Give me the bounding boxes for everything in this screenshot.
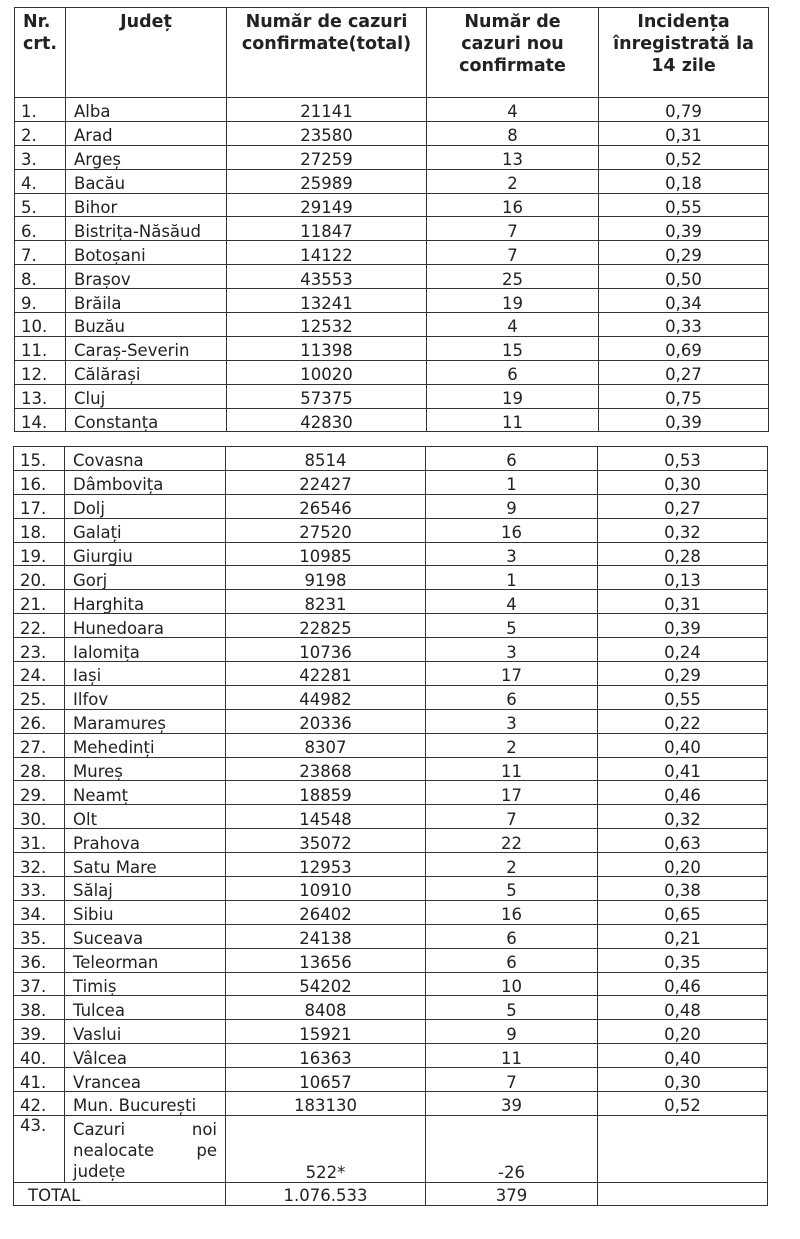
cell-total: 25989: [227, 169, 427, 193]
covid-table-part-1: [14, 7, 769, 432]
cell-nr: 26.: [14, 709, 65, 733]
cell-judet: Mun. București: [65, 1092, 226, 1116]
cell-nr: 19.: [14, 542, 65, 566]
cell-new: 13: [427, 145, 599, 169]
table-row: [15, 241, 769, 265]
cell-incidence: 0,65: [598, 900, 768, 924]
header-nr-line: Nr.: [23, 12, 51, 32]
cell-total: 10985: [226, 542, 426, 566]
table-row: [14, 948, 768, 972]
cell-new: 7: [427, 241, 599, 265]
judet-line: Cazuri noi: [73, 1119, 217, 1139]
cell-new: 7: [426, 805, 598, 829]
header-incidence-14-days: [599, 8, 769, 98]
cell-nr: 37.: [14, 972, 65, 996]
table-row: [15, 384, 769, 408]
table-row: [15, 98, 769, 122]
header-incidence-line: înregistrată la: [613, 34, 754, 54]
judet-line: județe: [73, 1161, 126, 1181]
header-new-confirmed: [427, 8, 599, 98]
table-row: [15, 313, 769, 337]
header-nr-line: crt.: [23, 34, 58, 54]
cell-incidence: 0,55: [598, 685, 768, 709]
cell-total: 9198: [226, 566, 426, 590]
cell-nr: 11.: [15, 336, 66, 360]
cell-judet: Bihor: [66, 193, 227, 217]
cell-incidence: 0,33: [599, 313, 769, 337]
cell-nr: 9.: [15, 289, 66, 313]
cell-new: 3: [426, 542, 598, 566]
cell-incidence: 0,63: [598, 829, 768, 853]
table-row: [15, 265, 769, 289]
table-row: [14, 518, 768, 542]
cell-judet: Argeș: [66, 145, 227, 169]
cell-judet: Sălaj: [65, 877, 226, 901]
cell-total: 24138: [226, 924, 426, 948]
cell-new: 10: [426, 972, 598, 996]
cell-nr: 5.: [15, 193, 66, 217]
cell-new: 15: [427, 336, 599, 360]
cell-new: 17: [426, 781, 598, 805]
header-nr-crt: [15, 8, 66, 98]
cell-incidence: 0,31: [598, 590, 768, 614]
cell-total: 12953: [226, 853, 426, 877]
cell-nr: 24.: [14, 662, 65, 686]
cell-incidence: 0,30: [598, 470, 768, 494]
cell-grand-total: 1.076.533: [226, 1182, 426, 1205]
cell-total: 10657: [226, 1068, 426, 1092]
cell-total: 16363: [226, 1044, 426, 1068]
table-row: [14, 733, 768, 757]
cell-new: 39: [426, 1092, 598, 1116]
cell-nr: 23.: [14, 638, 65, 662]
cell-nr: 40.: [14, 1044, 65, 1068]
cell-new: 6: [426, 685, 598, 709]
table-row: [14, 542, 768, 566]
cell-total: 22427: [226, 470, 426, 494]
cell-nr: 2.: [15, 121, 66, 145]
cell-incidence: 0,20: [598, 853, 768, 877]
cell-total: 13656: [226, 948, 426, 972]
cell-new: 11: [427, 408, 599, 432]
cell-total-label: TOTAL: [14, 1182, 226, 1205]
cell-nr: 16.: [14, 470, 65, 494]
cell-new: 2: [426, 733, 598, 757]
cell-total: 10736: [226, 638, 426, 662]
cell-nr: 17.: [14, 494, 65, 518]
cell-new: 9: [426, 1020, 598, 1044]
cell-total: 12532: [227, 313, 427, 337]
table-row: [15, 289, 769, 313]
table-row: [14, 590, 768, 614]
cell-new: 16: [426, 518, 598, 542]
cell-judet: Călărași: [66, 360, 227, 384]
table-row-total: [14, 1182, 768, 1205]
cell-judet: Vaslui: [65, 1020, 226, 1044]
cell-incidence: 0,39: [599, 408, 769, 432]
cell-nr: 6.: [15, 217, 66, 241]
table-row: [14, 470, 768, 494]
cell-new: 6: [427, 360, 599, 384]
cell-new: 16: [427, 193, 599, 217]
cell-judet: Harghita: [65, 590, 226, 614]
cell-judet: Satu Mare: [65, 853, 226, 877]
table-row-unallocated: [14, 1115, 768, 1182]
cell-nr: 38.: [14, 996, 65, 1020]
cell-incidence: 0,69: [599, 336, 769, 360]
cell-judet: [65, 1115, 226, 1182]
cell-total: 8307: [226, 733, 426, 757]
table-row: [14, 877, 768, 901]
cell-incidence: 0,29: [598, 662, 768, 686]
header-total-line: confirmate(total): [241, 34, 412, 54]
header-new-line: confirmate: [459, 56, 566, 76]
cell-nr: 22.: [14, 614, 65, 638]
cell-total: 20336: [226, 709, 426, 733]
cell-nr: 12.: [15, 360, 66, 384]
cell-judet: Dolj: [65, 494, 226, 518]
cell-incidence: 0,52: [599, 145, 769, 169]
cell-incidence: 0,75: [599, 384, 769, 408]
cell-judet: Arad: [66, 121, 227, 145]
cell-total: 10910: [226, 877, 426, 901]
cell-nr: 43.: [14, 1115, 65, 1182]
cell-total: 23580: [227, 121, 427, 145]
table-row: [14, 447, 768, 471]
cell-incidence: 0,13: [598, 566, 768, 590]
cell-total: 10020: [227, 360, 427, 384]
cell-judet: Ialomița: [65, 638, 226, 662]
cell-new: 19: [427, 289, 599, 313]
cell-nr: 39.: [14, 1020, 65, 1044]
table-body-part-1: [15, 98, 769, 432]
cell-total: 43553: [227, 265, 427, 289]
cell-judet: Constanța: [66, 408, 227, 432]
header-total-confirmed: [227, 8, 427, 98]
cell-total-incidence: [598, 1182, 768, 1205]
cell-incidence: 0,29: [599, 241, 769, 265]
cell-nr: 35.: [14, 924, 65, 948]
cell-new: 19: [427, 384, 599, 408]
cell-total: 14122: [227, 241, 427, 265]
cell-new: 11: [426, 757, 598, 781]
cell-judet: Cluj: [66, 384, 227, 408]
cell-nr: 20.: [14, 566, 65, 590]
cell-judet: Brașov: [66, 265, 227, 289]
cell-judet: Olt: [65, 805, 226, 829]
table-row: [15, 145, 769, 169]
table-header-row: [15, 8, 769, 98]
cell-total: 26402: [226, 900, 426, 924]
table-row: [14, 1044, 768, 1068]
cell-judet: Prahova: [65, 829, 226, 853]
header-new-line: cazuri nou: [461, 34, 564, 54]
table-row: [14, 638, 768, 662]
cell-nr: 3.: [15, 145, 66, 169]
table-row: [15, 336, 769, 360]
cell-total: 13241: [227, 289, 427, 313]
table-row: [14, 996, 768, 1020]
table-row: [15, 217, 769, 241]
cell-total: 14548: [226, 805, 426, 829]
cell-incidence: 0,27: [598, 494, 768, 518]
cell-incidence: 0,53: [598, 447, 768, 471]
cell-total: 11847: [227, 217, 427, 241]
cell-new: 2: [426, 853, 598, 877]
cell-total-new: 379: [426, 1182, 598, 1205]
table-row: [14, 709, 768, 733]
cell-nr: 30.: [14, 805, 65, 829]
cell-incidence: 0,40: [598, 733, 768, 757]
table-row: [15, 169, 769, 193]
cell-new: 3: [426, 638, 598, 662]
cell-incidence: 0,32: [598, 518, 768, 542]
cell-judet: Iași: [65, 662, 226, 686]
header-incidence-line: Incidența: [637, 12, 730, 32]
header-incidence-line: 14 zile: [651, 56, 716, 76]
table-row: [14, 685, 768, 709]
cell-incidence: 0,38: [598, 877, 768, 901]
cell-incidence: 0,21: [598, 924, 768, 948]
cell-total: 57375: [227, 384, 427, 408]
cell-incidence: 0,32: [598, 805, 768, 829]
cell-new: 25: [427, 265, 599, 289]
cell-nr: 29.: [14, 781, 65, 805]
cell-total: 42281: [226, 662, 426, 686]
cell-new: 9: [426, 494, 598, 518]
table-row: [14, 662, 768, 686]
cell-judet: Sibiu: [65, 900, 226, 924]
cell-new: 22: [426, 829, 598, 853]
cell-new: 11: [426, 1044, 598, 1068]
cell-judet: Bacău: [66, 169, 227, 193]
cell-judet: Suceava: [65, 924, 226, 948]
cell-nr: 27.: [14, 733, 65, 757]
cell-incidence: 0,55: [599, 193, 769, 217]
table-row: [14, 829, 768, 853]
cell-new: 1: [426, 566, 598, 590]
table-row: [14, 1068, 768, 1092]
cell-total: 15921: [226, 1020, 426, 1044]
cell-incidence: [598, 1115, 768, 1182]
cell-total: 11398: [227, 336, 427, 360]
cell-new: 4: [427, 98, 599, 122]
cell-judet: Botoșani: [66, 241, 227, 265]
cell-incidence: 0,40: [598, 1044, 768, 1068]
cell-nr: 15.: [14, 447, 65, 471]
cell-incidence: 0,46: [598, 972, 768, 996]
table-footer-rows: [14, 1115, 768, 1205]
cell-incidence: 0,35: [598, 948, 768, 972]
table-row: [14, 781, 768, 805]
cell-incidence: 0,34: [599, 289, 769, 313]
cell-judet: Maramureș: [65, 709, 226, 733]
table-row: [14, 494, 768, 518]
cell-new: 7: [426, 1068, 598, 1092]
cell-nr: 28.: [14, 757, 65, 781]
cell-new: 6: [426, 447, 598, 471]
cell-nr: 25.: [14, 685, 65, 709]
cell-incidence: 0,22: [598, 709, 768, 733]
cell-new: -26: [426, 1115, 598, 1182]
cell-nr: 31.: [14, 829, 65, 853]
table-row: [15, 121, 769, 145]
table-row: [14, 853, 768, 877]
cell-judet: Covasna: [65, 447, 226, 471]
cell-judet: Neamț: [65, 781, 226, 805]
cell-nr: 8.: [15, 265, 66, 289]
table-row: [14, 1020, 768, 1044]
cell-total: 44982: [226, 685, 426, 709]
cell-incidence: 0,79: [599, 98, 769, 122]
cell-total: 522*: [226, 1115, 426, 1182]
table-row: [14, 805, 768, 829]
cell-judet: Bistrița-Năsăud: [66, 217, 227, 241]
cell-nr: 14.: [15, 408, 66, 432]
cell-new: 5: [426, 877, 598, 901]
cell-judet: Alba: [66, 98, 227, 122]
cell-nr: 7.: [15, 241, 66, 265]
cell-total: 42830: [227, 408, 427, 432]
cell-nr: 21.: [14, 590, 65, 614]
table-row: [14, 972, 768, 996]
table-row: [15, 360, 769, 384]
cell-new: 1: [426, 470, 598, 494]
cell-new: 16: [426, 900, 598, 924]
cell-new: 17: [426, 662, 598, 686]
cell-incidence: 0,28: [598, 542, 768, 566]
cell-nr: 41.: [14, 1068, 65, 1092]
table-row: [14, 566, 768, 590]
cell-nr: 10.: [15, 313, 66, 337]
cell-total: 26546: [226, 494, 426, 518]
cell-total: 35072: [226, 829, 426, 853]
cell-nr: 1.: [15, 98, 66, 122]
cell-incidence: 0,48: [598, 996, 768, 1020]
header-new-line: Număr de: [464, 12, 561, 32]
cell-total: 21141: [227, 98, 427, 122]
cell-incidence: 0,52: [598, 1092, 768, 1116]
cell-judet: Hunedoara: [65, 614, 226, 638]
cell-new: 4: [427, 313, 599, 337]
cell-incidence: 0,31: [599, 121, 769, 145]
table-row: [15, 193, 769, 217]
cell-new: 5: [426, 614, 598, 638]
cell-incidence: 0,39: [598, 614, 768, 638]
cell-new: 6: [426, 948, 598, 972]
cell-nr: 32.: [14, 853, 65, 877]
header-total-line: Număr de cazuri: [245, 12, 408, 32]
cell-judet: Caraș-Severin: [66, 336, 227, 360]
cell-judet: Tulcea: [65, 996, 226, 1020]
cell-total: 23868: [226, 757, 426, 781]
cell-total: 22825: [226, 614, 426, 638]
cell-total: 183130: [226, 1092, 426, 1116]
cell-judet: Timiș: [65, 972, 226, 996]
cell-total: 29149: [227, 193, 427, 217]
cell-nr: 42.: [14, 1092, 65, 1116]
cell-judet: Ilfov: [65, 685, 226, 709]
cell-judet: Teleorman: [65, 948, 226, 972]
cell-new: 8: [427, 121, 599, 145]
cell-incidence: 0,18: [599, 169, 769, 193]
cell-judet: Brăila: [66, 289, 227, 313]
cell-nr: 36.: [14, 948, 65, 972]
cell-new: 3: [426, 709, 598, 733]
table-row: [14, 614, 768, 638]
cell-incidence: 0,24: [598, 638, 768, 662]
cell-new: 6: [426, 924, 598, 948]
cell-judet: Mehedinți: [65, 733, 226, 757]
cell-new: 4: [426, 590, 598, 614]
cell-total: 8231: [226, 590, 426, 614]
cell-new: 2: [427, 169, 599, 193]
cell-nr: 13.: [15, 384, 66, 408]
covid-table-part-2: [13, 446, 768, 1206]
cell-nr: 33.: [14, 877, 65, 901]
cell-total: 27520: [226, 518, 426, 542]
cell-nr: 18.: [14, 518, 65, 542]
cell-incidence: 0,27: [599, 360, 769, 384]
cell-judet: Gorj: [65, 566, 226, 590]
cell-judet: Giurgiu: [65, 542, 226, 566]
cell-judet: Vâlcea: [65, 1044, 226, 1068]
cell-new: 7: [427, 217, 599, 241]
header-judet: Județ: [66, 8, 227, 98]
cell-incidence: 0,39: [599, 217, 769, 241]
table-row: [14, 1092, 768, 1116]
cell-total: 18859: [226, 781, 426, 805]
cell-total: 8408: [226, 996, 426, 1020]
judet-line: nealocate pe: [73, 1140, 217, 1160]
table-row: [15, 408, 769, 432]
cell-incidence: 0,46: [598, 781, 768, 805]
cell-total: 54202: [226, 972, 426, 996]
cell-incidence: 0,20: [598, 1020, 768, 1044]
cell-incidence: 0,30: [598, 1068, 768, 1092]
cell-judet: Dâmbovița: [65, 470, 226, 494]
cell-nr: 4.: [15, 169, 66, 193]
cell-incidence: 0,50: [599, 265, 769, 289]
cell-judet: Mureș: [65, 757, 226, 781]
cell-incidence: 0,41: [598, 757, 768, 781]
table-body-part-2: [14, 447, 768, 1116]
table-row: [14, 757, 768, 781]
cell-new: 5: [426, 996, 598, 1020]
cell-total: 27259: [227, 145, 427, 169]
cell-judet: Galați: [65, 518, 226, 542]
table-row: [14, 900, 768, 924]
cell-total: 8514: [226, 447, 426, 471]
cell-judet: Buzău: [66, 313, 227, 337]
cell-nr: 34.: [14, 900, 65, 924]
cell-judet: Vrancea: [65, 1068, 226, 1092]
table-row: [14, 924, 768, 948]
